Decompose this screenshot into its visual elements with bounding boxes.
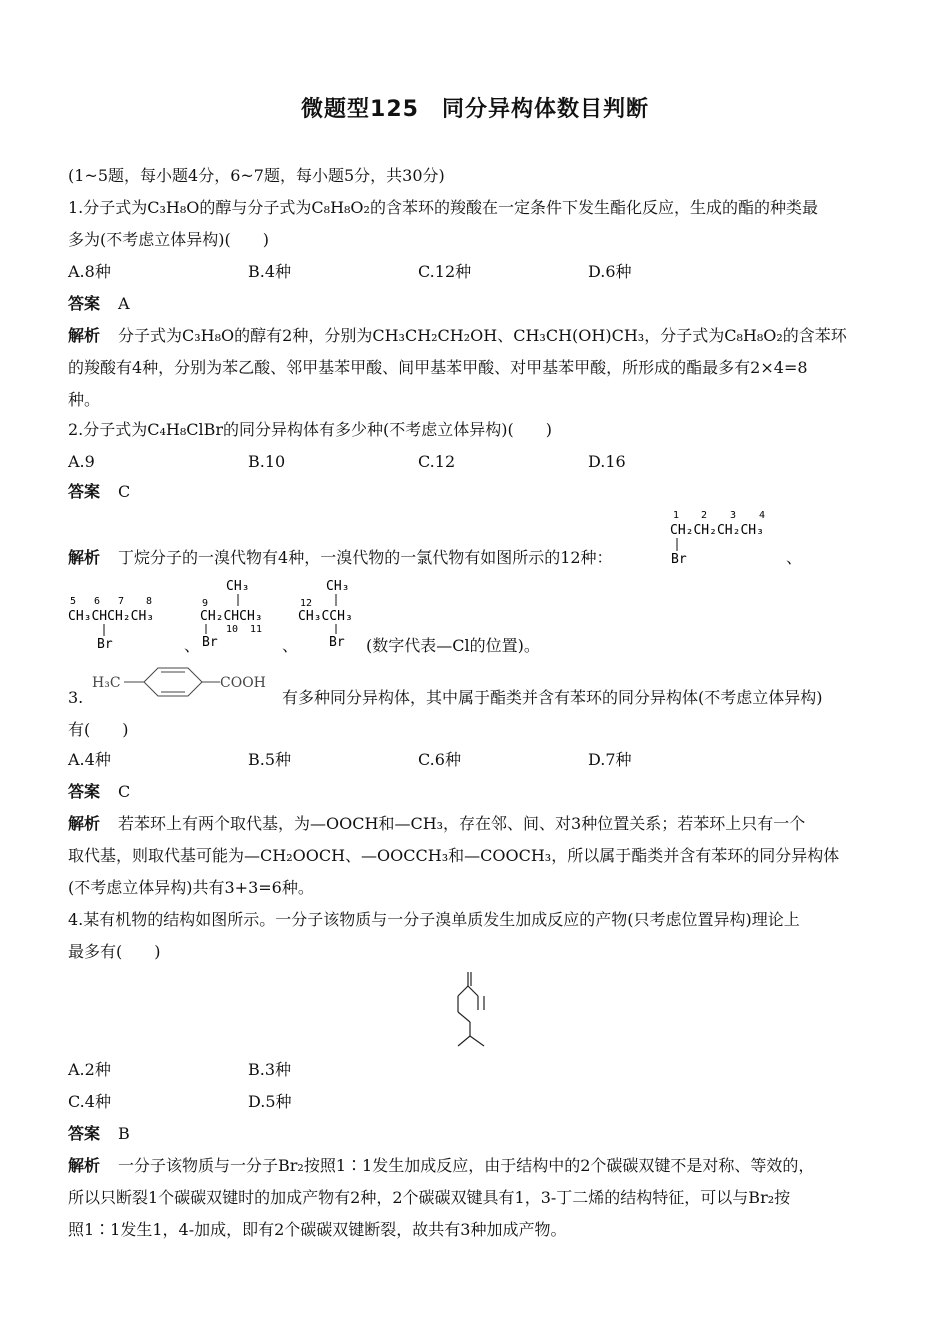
q4-option-c: C.4种: [68, 1092, 111, 1111]
q3-answer: [68, 782, 888, 802]
q4-answer: [68, 1124, 888, 1144]
score-intro: (1~5题，每小题4分，6~7题，每小题5分，共30分): [68, 166, 445, 185]
q1-option-d: D.6种: [588, 262, 632, 281]
analysis-label: 解析: [68, 1156, 101, 1175]
analysis-label: 解析: [68, 548, 101, 567]
bromobutane-structure-4: [296, 576, 376, 652]
q4-option-b: B.3种: [248, 1060, 292, 1079]
q3-stem-line2: 有( ): [68, 720, 129, 739]
analysis-label: 解析: [68, 814, 101, 833]
carbon-chain: CH₂CHCH₃: [200, 609, 263, 624]
position-number: 9: [202, 598, 209, 609]
q1-analysis-line3: 种。: [68, 390, 101, 409]
q4-option-a: A.2种: [68, 1060, 111, 1079]
q3-stem-line1: 有多种同分异构体，其中属于酯类并含有苯环的同分异构体(不考虑立体异构): [282, 688, 823, 707]
methyl-label: H₃C: [92, 675, 121, 691]
analysis-label: 解析: [68, 326, 101, 345]
separator: 、: [786, 548, 803, 567]
q2-analysis-line1: [68, 548, 888, 568]
position-number: 10: [226, 624, 239, 635]
q4-analysis-line3: 照1∶1发生1，4-加成，即有2个碳碳双键断裂，故共有3种加成产物。: [68, 1220, 567, 1239]
q3-option-a: A.4种: [68, 750, 111, 769]
carbon-chain: CH₂CH₂CH₂CH₃: [670, 523, 764, 538]
page-title: 微题型125 同分异构体数目判断: [301, 97, 649, 122]
analysis-text: 一分子该物质与一分子Br₂按照1∶1发生加成反应，由于结构中的2个碳碳双键不是对称、等效的，: [118, 1156, 815, 1175]
q3-number: 3.: [68, 688, 84, 707]
q2-option-a: A.9: [68, 452, 95, 471]
answer-label: 答案: [68, 1124, 101, 1143]
q1-option-a: A.8种: [68, 262, 111, 281]
q2-stem-line1: 2.分子式为C₄H₈ClBr的同分异构体有多少种(不考虑立体异构)( ): [68, 420, 553, 439]
separator: 、: [184, 636, 201, 655]
methyl-group: CH₃: [326, 579, 350, 594]
q2-option-b: B.10: [248, 452, 286, 471]
p-toluic-acid-structure: [88, 662, 274, 702]
q2-analysis-tail: (数字代表—Cl的位置)。: [366, 636, 540, 655]
position-number: 4: [759, 510, 766, 521]
q1-analysis-line1: [68, 326, 888, 346]
q4-analysis-line1: [68, 1156, 888, 1176]
answer-value: C: [118, 782, 131, 801]
analysis-text: 丁烷分子的一溴代物有4种，一溴代物的一氯代物有如图所示的12种：: [118, 548, 613, 567]
q2-option-c: C.12: [418, 452, 456, 471]
answer-label: 答案: [68, 782, 101, 801]
answer-label: 答案: [68, 294, 101, 313]
q1-answer: [68, 294, 888, 314]
q1-stem-line1: 1.分子式为C₃H₈O的醇与分子式为C₈H₈O₂的含苯环的羧酸在一定条件下发生酯化反应，生成的酯的种类最: [68, 198, 818, 217]
methyl-group: CH₃: [226, 579, 250, 594]
position-number: 7: [118, 596, 125, 607]
answer-value: B: [118, 1124, 130, 1143]
analysis-text: 分子式为C₃H₈O的醇有2种，分别为CH₃CH₂CH₂OH、CH₃CH(OH)CH₃，分子式为C₈H₈O₂的含苯环: [118, 326, 847, 345]
q3-analysis-line2: 取代基，则取代基可能为—CH₂OOCH、—OOCCH₃和—COOCH₃，所以属于酯类并含有苯环的同分异构体: [68, 846, 840, 865]
position-number: 3: [730, 510, 737, 521]
q3-option-d: D.7种: [588, 750, 632, 769]
q3-option-c: C.6种: [418, 750, 461, 769]
carbon-chain: CH₃CHCH₂CH₃: [68, 609, 155, 624]
q4-analysis-line2: 所以只断裂1个碳碳双键时的加成产物有2种，2个碳碳双键具有1，3-丁二烯的结构特征，可以与Br₂按: [68, 1188, 791, 1207]
position-number: 2: [701, 510, 708, 521]
separator: 、: [282, 636, 299, 655]
position-number: 12: [300, 598, 313, 609]
carboxyl-label: COOH: [220, 675, 266, 691]
bromine-substituent: Br: [202, 635, 218, 650]
position-number: 8: [146, 596, 153, 607]
analysis-text: 若苯环上有两个取代基，为—OOCH和—CH₃，存在邻、间、对3种位置关系；若苯环上只有一个: [118, 814, 806, 833]
bromine-substituent: Br: [329, 635, 345, 650]
q1-analysis-line2: 的羧酸有4种，分别为苯乙酸、邻甲基苯甲酸、间甲基苯甲酸、对甲基苯甲酸，所形成的酯最多有2×4=8: [68, 358, 808, 377]
answer-value: A: [118, 294, 130, 313]
q4-option-d: D.5种: [248, 1092, 292, 1111]
q2-answer: [68, 482, 888, 502]
diene-skeletal-structure: [448, 966, 504, 1050]
position-number: 5: [70, 596, 77, 607]
q1-option-c: C.12种: [418, 262, 472, 281]
position-number: 1: [673, 510, 680, 521]
q4-stem-line1: 4.某有机物的结构如图所示。一分子该物质与一分子溴单质发生加成反应的产物(只考虑位置异构)理论上: [68, 910, 800, 929]
position-number: 6: [94, 596, 101, 607]
q1-stem-line2: 多为(不考虑立体异构)( ): [68, 230, 269, 249]
answer-label: 答案: [68, 482, 101, 501]
position-number: 11: [250, 624, 263, 635]
bromobutane-structure-2: [66, 590, 186, 652]
bromine-substituent: Br: [97, 637, 113, 652]
q3-analysis-line1: [68, 814, 888, 834]
answer-value: C: [118, 482, 131, 501]
carbon-chain: CH₃CCH₃: [298, 609, 353, 624]
q1-option-b: B.4种: [248, 262, 292, 281]
q4-stem-line2: 最多有( ): [68, 942, 161, 961]
q3-analysis-line3: (不考虑立体异构)共有3+3=6种。: [68, 878, 314, 897]
q2-option-d: D.16: [588, 452, 626, 471]
q3-option-b: B.5种: [248, 750, 292, 769]
bromine-substituent: Br: [671, 552, 687, 567]
